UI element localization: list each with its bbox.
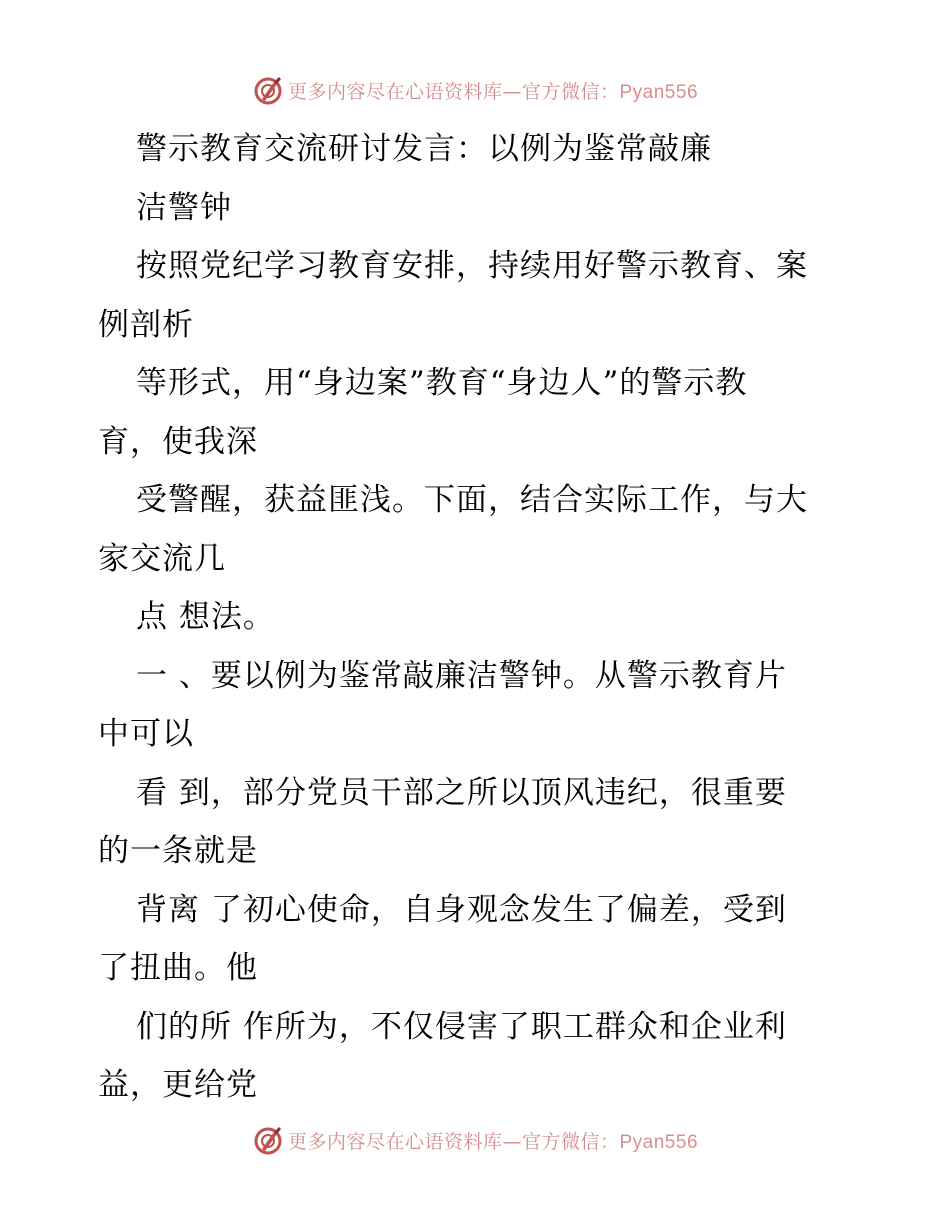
banner-text <box>288 77 698 104</box>
banner-text <box>288 1127 698 1154</box>
doc-line: 中可以 <box>98 716 194 752</box>
doc-line: 例剖析 <box>98 306 194 343</box>
banner-site-name: 更多内容尽在心语资料库 <box>287 1130 503 1153</box>
banner-wechat-label: 官方微信： <box>521 80 620 103</box>
doc-line: 受警醒，获益匪浅。下面，结合实际工作，与大 <box>136 482 808 518</box>
header-banner <box>0 70 950 110</box>
banner-wechat-id: Pyan556 <box>619 1131 699 1153</box>
doc-line: 洁警钟 <box>136 189 232 226</box>
banner-wechat-id: Pyan556 <box>619 81 699 103</box>
doc-line: 按照党纪学习教育安排，持续用好警示教育、案 <box>136 248 808 284</box>
ink-pen-logo-icon <box>252 74 284 106</box>
doc-line: 育，使我深 <box>98 423 258 460</box>
doc-line: 们的所 作所为，不仅侵害了职工群众和企业利 <box>136 1008 787 1045</box>
banner-separator: — <box>502 80 522 103</box>
doc-line: 家交流几 <box>98 540 226 577</box>
doc-line: 的一条就是 <box>98 833 258 869</box>
doc-line: 背离 了初心使命，自身观念发生了偏差，受到 <box>136 891 787 928</box>
banner-wechat-label: 官方微信： <box>521 1130 620 1153</box>
doc-line: 等形式，用“身边案”教育“身边人”的警示教 <box>136 365 748 401</box>
doc-line: 一 、要以例为鉴常敲廉洁警钟。从警示教育片 <box>136 657 787 694</box>
footer-banner <box>0 1120 950 1160</box>
banner-site-name: 更多内容尽在心语资料库 <box>287 80 503 103</box>
doc-line: 警示教育交流研讨发言：以例为鉴常敲廉 <box>136 131 712 167</box>
document-body <box>98 120 858 1115</box>
doc-line: 看 到，部分党员干部之所以顶风违纪，很重要 <box>136 774 787 811</box>
ink-pen-logo-icon <box>252 1124 284 1156</box>
doc-line: 益，更给党 <box>98 1067 258 1103</box>
doc-line: 了扭曲。他 <box>98 950 258 986</box>
banner-separator: — <box>502 1130 522 1153</box>
doc-line: 点 想法。 <box>136 599 275 635</box>
